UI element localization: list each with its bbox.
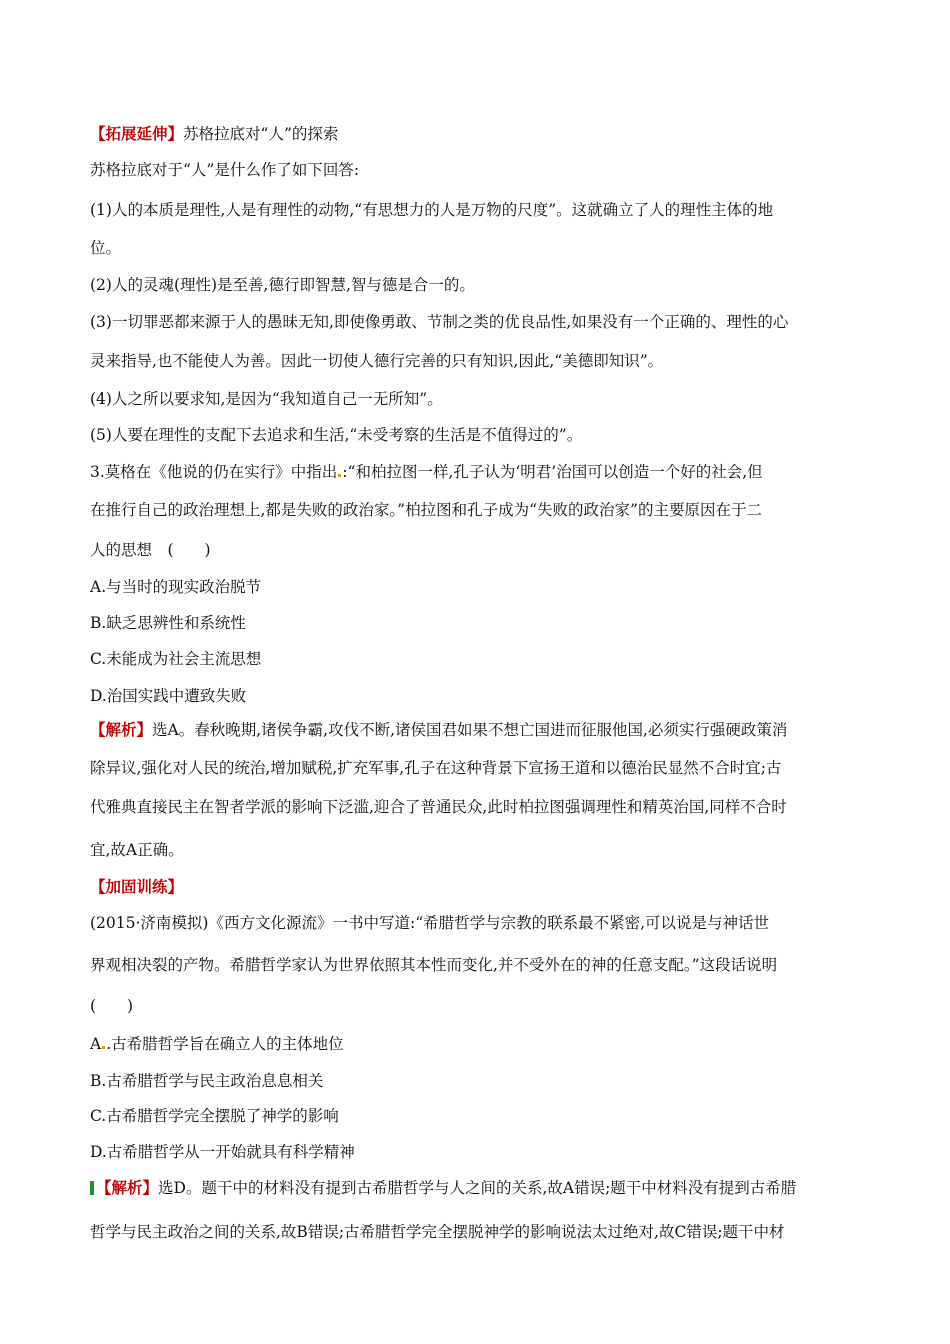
question-3-option-b: B.缺乏思辨性和系统性: [90, 614, 246, 632]
drill-question-line-1: (2015·济南模拟)《西方文化源流》一书中写道:“希腊哲学与宗教的联系最不紧密,可以说是与神话世: [90, 914, 770, 932]
drill-analysis-1: [90, 1178, 870, 1198]
drill-option-d: D.古希腊哲学从一开始就具有科学精神: [90, 1143, 355, 1161]
option-a-text: .古希腊哲学旨在确立人的主体地位: [106, 1035, 344, 1053]
drill-option-a: [90, 1034, 870, 1054]
question-3-analysis-1: [90, 720, 870, 740]
drill-heading: [90, 877, 870, 897]
analysis-text: 选A。春秋晚期,诸侯争霸,攻伐不断,诸侯国君如果不想亡国进而征服他国,必须实行强硬政策消: [152, 721, 788, 739]
extension-tag: 【拓展延伸】: [90, 124, 184, 143]
question-3-option-c: C.未能成为社会主流思想: [90, 650, 262, 668]
drill-option-b: B.古希腊哲学与民主政治息息相关: [90, 1072, 324, 1090]
extension-point-2: (2)人的灵魂(理性)是至善,德行即智慧,智与德是合一的。: [90, 276, 475, 294]
marker-bar: [90, 1181, 94, 1195]
question-3-analysis-3: 代雅典直接民主在智者学派的影响下泛滥,迎合了普通民众,此时柏拉图强调理性和精英治国,同样不合时: [90, 798, 787, 816]
marker-dot: [102, 1046, 105, 1049]
extension-point-3b: 灵来指导,也不能使人为善。因此一切使人德行完善的只有知识,因此,“美德即知识”。: [90, 352, 664, 370]
drill-question-line-3: ( ): [90, 997, 134, 1015]
extension-title: 苏格拉底对“人”的探索: [183, 125, 339, 143]
question-3-analysis-4: 宜,故A正确。: [90, 841, 184, 859]
drill-option-c: C.古希腊哲学完全摆脱了神学的影响: [90, 1107, 339, 1125]
extension-point-1a: (1)人的本质是理性,人是有理性的动物,“有思想力的人是万物的尺度”。这就确立了人的理性主体的地: [90, 201, 774, 219]
extension-point-5: (5)人要在理性的支配下去追求和生活,“未受考察的生活是不值得过的”。: [90, 426, 583, 444]
drill-analysis-2: 哲学与民主政治之间的关系,故B错误;古希腊哲学完全摆脱神学的影响说法太过绝对,故C错误;题干中材: [90, 1223, 785, 1241]
question-3-option-d: D.治国实践中遭致失败: [90, 687, 247, 705]
extension-point-4: (4)人之所以要求知,是因为“我知道自己一无所知”。: [90, 390, 443, 408]
question-3-line-3: 人的思想 ( ): [90, 541, 211, 559]
question-3-line-2: 在推行自己的政治理想上,都是失败的政治家。”柏拉图和孔子成为“失败的政治家”的主要原因在于二: [90, 501, 762, 519]
analysis-tag: 【解析】: [90, 720, 153, 739]
extension-intro: 苏格拉底对于“人”是什么作了如下回答:: [90, 161, 360, 179]
drill-tag: 【加固训练】: [90, 877, 184, 896]
extension-point-1b: 位。: [90, 239, 122, 257]
extension-heading: [90, 124, 870, 144]
question-3-line-1: [90, 462, 870, 482]
question-3-analysis-2: 除异议,强化对人民的统治,增加赋税,扩充军事,孔子在这种背景下宣扬王道和以德治民显然不合时宜;古: [90, 759, 782, 777]
analysis-text: 选D。题干中的材料没有提到古希腊哲学与人之间的关系,故A错误;题干中材料没有提到古希腊: [158, 1179, 797, 1197]
extension-point-3a: (3)一切罪恶都来源于人的愚昧无知,即使像勇敢、节制之类的优良品性,如果没有一个正确的、理性的心: [90, 313, 789, 331]
marker-dot: [338, 474, 341, 477]
question-3-option-a: A.与当时的现实政治脱节: [90, 578, 262, 596]
drill-question-line-2: 界观相决裂的产物。希腊哲学家认为世界依照其本性而变化,并不受外在的神的任意支配。”这段话说明: [90, 956, 778, 974]
option-a-letter: A: [90, 1035, 102, 1053]
question-3-intro: 3.莫格在《他说的仍在实行》中指出: [90, 463, 338, 481]
analysis-tag: 【解析】: [96, 1178, 159, 1197]
question-3-quote: :“和柏拉图一样,孔子认为‘明君’治国可以创造一个好的社会,但: [342, 463, 763, 481]
